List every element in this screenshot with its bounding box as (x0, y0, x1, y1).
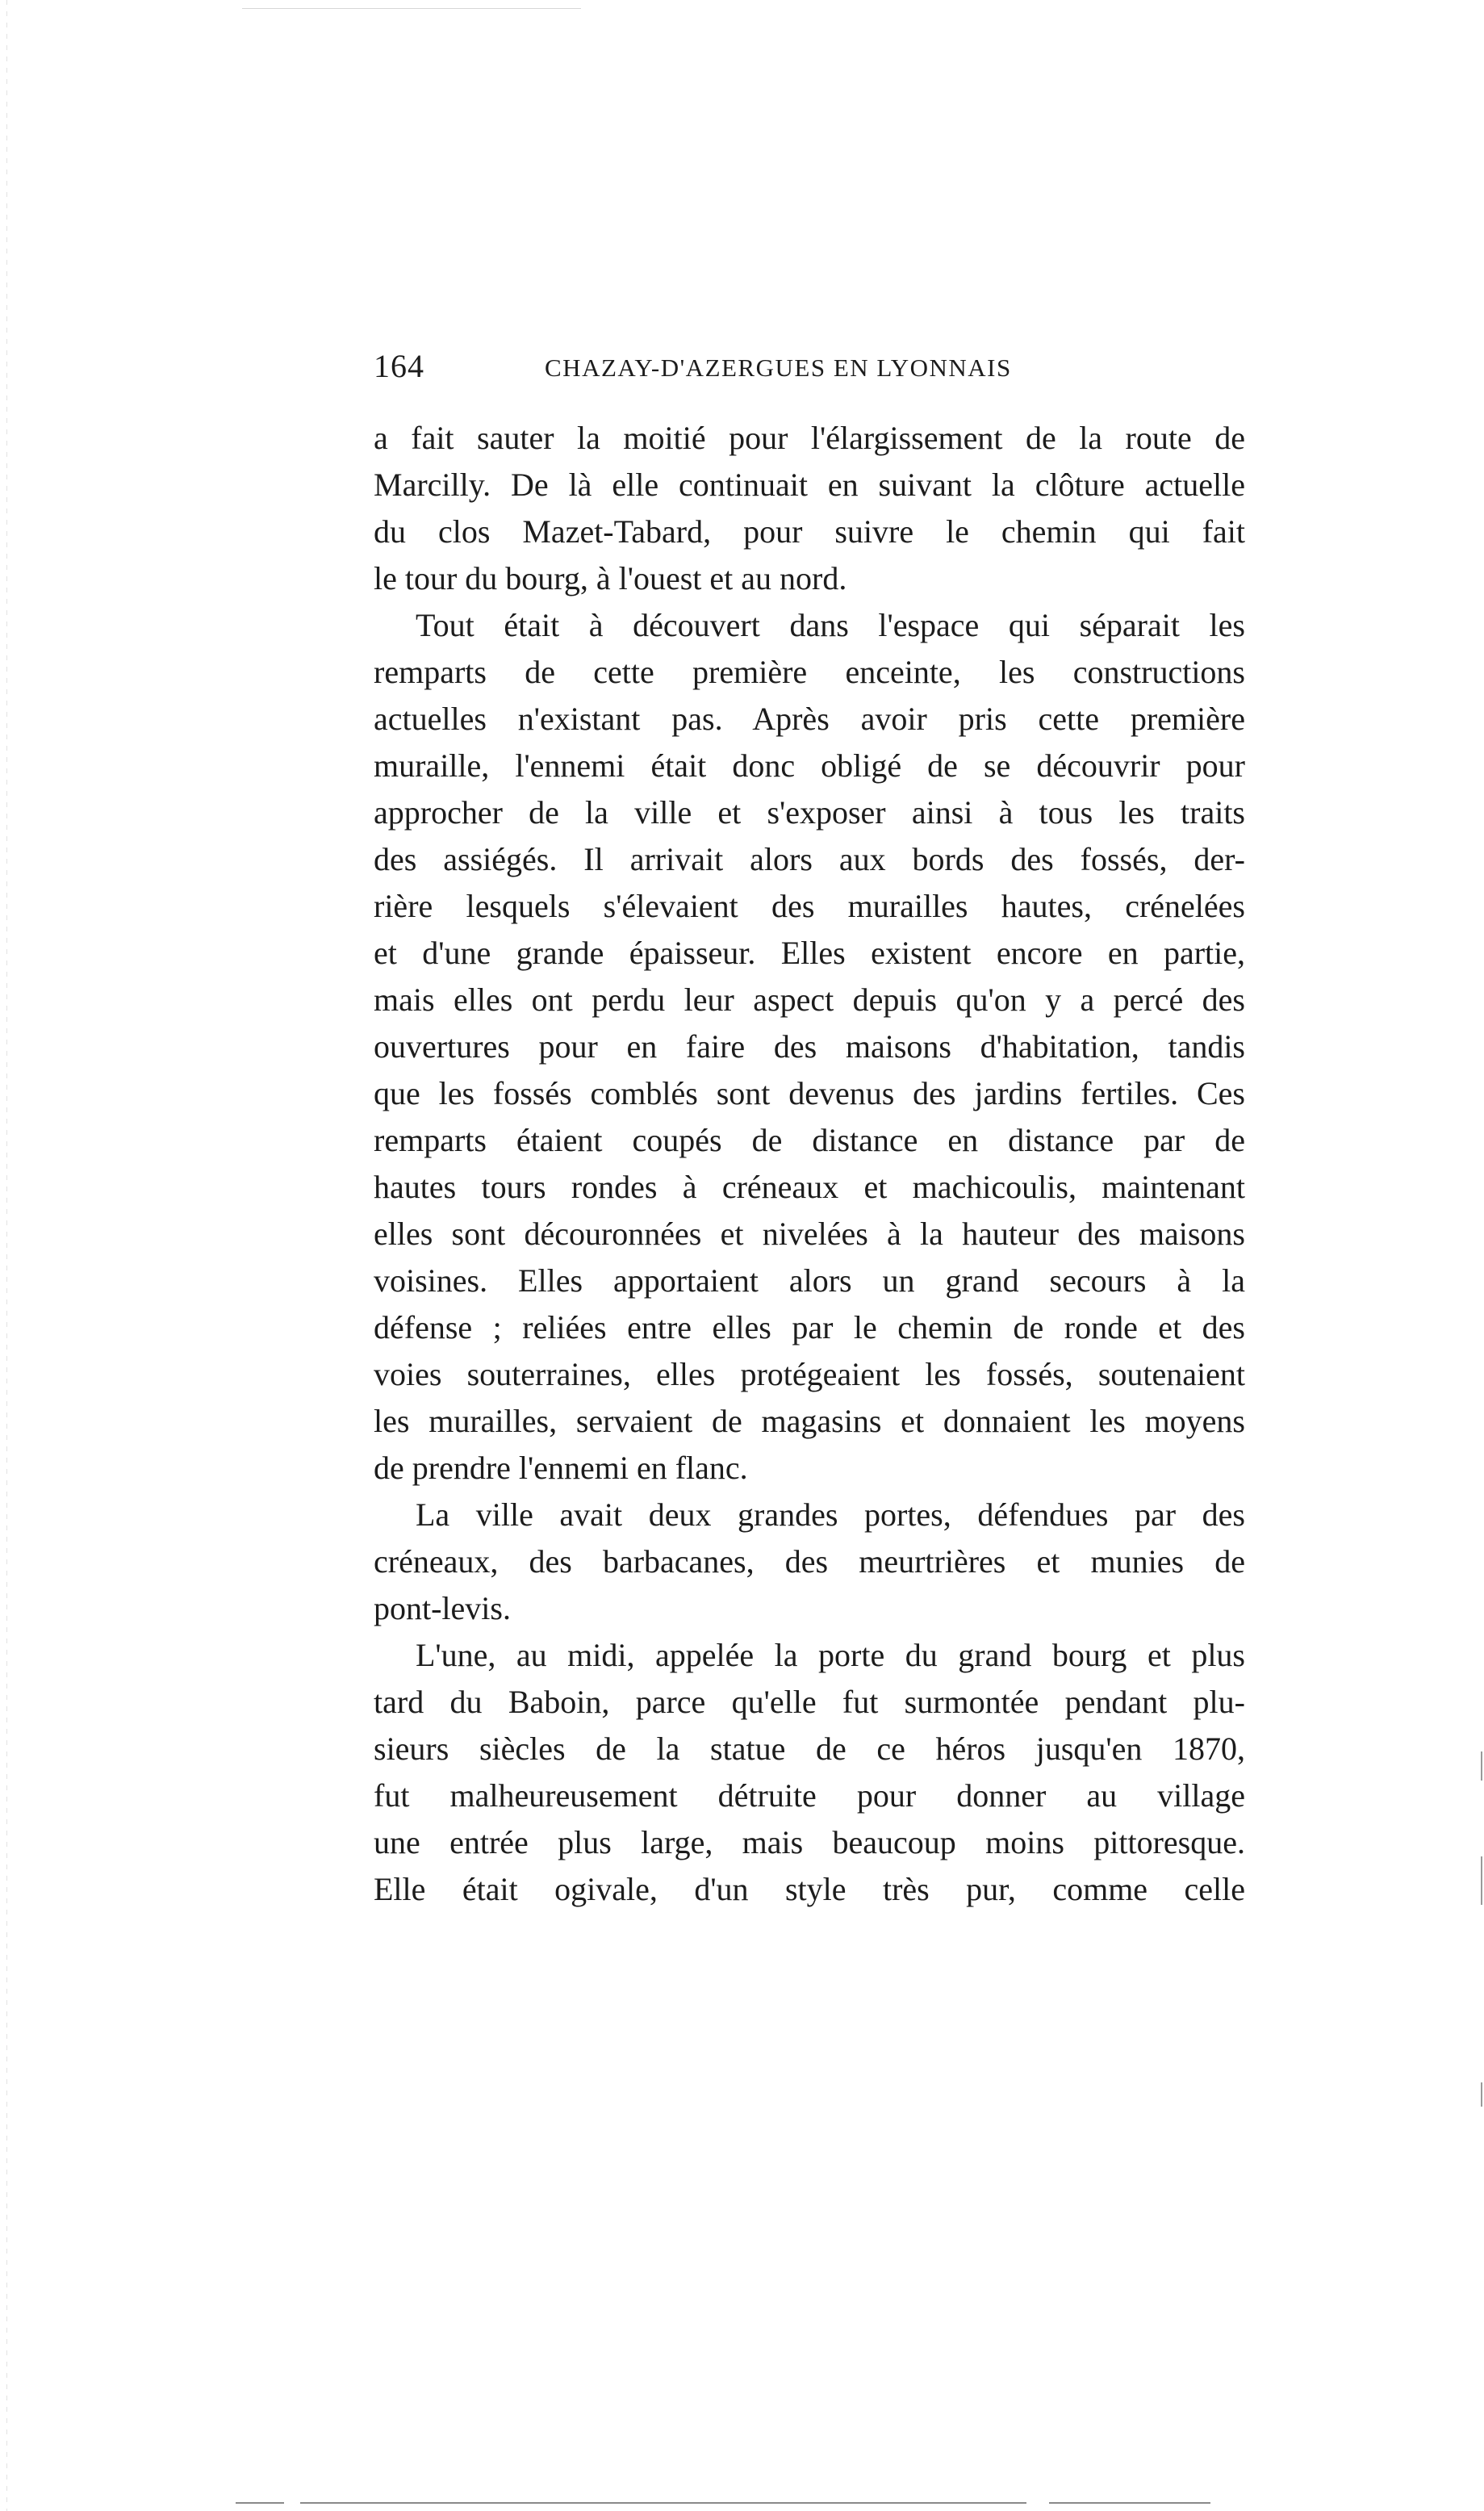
running-head (374, 347, 1043, 395)
text-line: fut malheureusement détruite pour donner au village (374, 1777, 1245, 1814)
text-line: actuelles n'existant pas. Après avoir pris cette première (374, 701, 1245, 737)
paragraph-1 (374, 415, 1245, 602)
text-line: muraille, l'ennemi était donc obligé de se découvrir pour (374, 747, 1245, 784)
text-line: elles sont découronnées et nivelées à la hauteur des maisons (374, 1216, 1245, 1252)
text-line: les murailles, servaient de magasins et donnaient les moyens (374, 1403, 1245, 1439)
scan-right-mark (1481, 1751, 1482, 1781)
scan-top-mark (242, 8, 581, 9)
text-line: rière lesquels s'élevaient des murailles hautes, crénelées (374, 888, 1245, 924)
text-line: le tour du bourg, à l'ouest et au nord. (374, 560, 847, 596)
text-line: a fait sauter la moitié pour l'élargissement de la route de (374, 420, 1245, 456)
text-line: du clos Mazet-Tabard, pour suivre le chemin qui fait (374, 513, 1245, 550)
text-line: Elle était ogivale, d'un style très pur, comme celle (374, 1871, 1245, 1907)
text-line: hautes tours rondes à créneaux et machicoulis, maintenant (374, 1169, 1245, 1205)
text-line: et d'une grande épaisseur. Elles existent encore en partie, (374, 935, 1245, 971)
text-line: défense ; reliées entre elles par le chemin de ronde et des (374, 1309, 1245, 1345)
scan-bottom-rule (1049, 2502, 1210, 2504)
body-text (374, 415, 1245, 1913)
text-line: ouvertures pour en faire des maisons d'habitation, tandis (374, 1028, 1245, 1065)
paragraph-4 (374, 1632, 1245, 1913)
paragraph-2 (374, 602, 1245, 1492)
text-line: de prendre l'ennemi en flanc. (374, 1450, 748, 1486)
text-line: que les fossés comblés sont devenus des jardins fertiles. Ces (374, 1075, 1245, 1111)
text-line: remparts étaient coupés de distance en distance par de (374, 1122, 1245, 1158)
page-number: 164 (374, 348, 424, 384)
text-line: une entrée plus large, mais beaucoup moins pittoresque. (374, 1824, 1245, 1860)
text-line: remparts de cette première enceinte, les constructions (374, 654, 1245, 690)
text-line: voisines. Elles apportaient alors un grand secours à la (374, 1262, 1245, 1299)
scan-bottom-rule (300, 2502, 1026, 2504)
text-line: La ville avait deux grandes portes, défendues par des (416, 1496, 1245, 1533)
text-line: mais elles ont perdu leur aspect depuis qu'on y a percé des (374, 981, 1245, 1018)
scan-right-mark (1481, 1856, 1482, 1905)
paragraph-3 (374, 1492, 1245, 1632)
scan-edge-left (6, 0, 7, 2511)
text-line: Marcilly. De là elle continuait en suivant la clôture actuelle (374, 467, 1245, 503)
text-line: pont-levis. (374, 1590, 511, 1626)
text-line: tard du Baboin, parce qu'elle fut surmontée pendant plu- (374, 1684, 1245, 1720)
text-line: L'une, au midi, appelée la porte du grand bourg et plus (416, 1637, 1245, 1673)
text-line: Tout était à découvert dans l'espace qui séparait les (416, 607, 1245, 643)
scan-right-mark (1481, 2082, 1482, 2107)
scan-bottom-rule (236, 2502, 284, 2504)
text-line: des assiégés. Il arrivait alors aux bords des fossés, der- (374, 841, 1245, 877)
text-line: sieurs siècles de la statue de ce héros jusqu'en 1870, (374, 1730, 1245, 1767)
text-line: créneaux, des barbacanes, des meurtrières et munies de (374, 1543, 1245, 1580)
text-line: approcher de la ville et s'exposer ainsi à tous les traits (374, 794, 1245, 831)
text-line: voies souterraines, elles protégeaient les fossés, soutenaient (374, 1356, 1245, 1392)
running-title: CHAZAY-D'AZERGUES EN LYONNAIS (545, 354, 1012, 382)
